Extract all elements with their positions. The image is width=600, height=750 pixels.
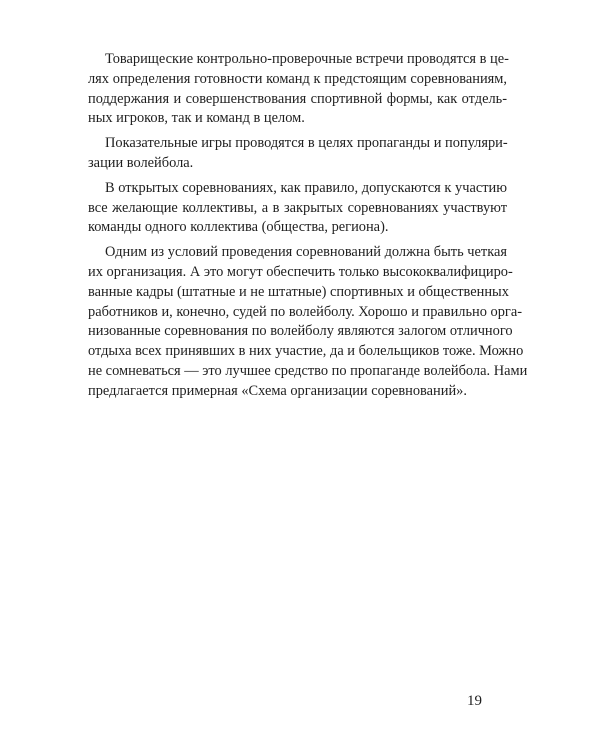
text-line: зации волейбола. — [88, 154, 194, 171]
paragraph-open-closed-competitions — [88, 179, 507, 238]
text-line: низованные соревнования по волейболу являются залогом отличного — [88, 323, 513, 340]
text-line: Товарищеские контрольно-проверочные встречи проводятся в це- — [105, 51, 509, 67]
text-line: лях определения готовности команд к предстоящим соревнованиям, — [88, 70, 507, 87]
text-line: их организация. А это могут обеспечить только высококвалифициро- — [88, 263, 513, 280]
text-line: Показательные игры проводятся в целях пропаганды и популяри- — [105, 135, 508, 152]
paragraph-organization — [88, 243, 528, 401]
paragraph-exhibition-games — [88, 134, 507, 174]
page-number: 19 — [467, 693, 482, 709]
body-text — [88, 50, 528, 402]
text-line: команды одного коллектива (общества, региона). — [88, 219, 389, 236]
text-line: работников и, конечно, судей по волейболу. Хорошо и правильно орга- — [88, 303, 523, 320]
paragraph-friendly-matches — [88, 50, 507, 129]
text-line: все желающие коллективы, а в закрытых соревнованиях участвуют — [88, 199, 507, 216]
text-line: ванные кадры (штатные и не штатные) спортивных и общественных — [88, 283, 509, 300]
text-line: ных игроков, так и команд в целом. — [88, 110, 305, 127]
text-line: Одним из условий проведения соревнований должна быть четкая — [105, 244, 507, 261]
text-line: предлагается примерная «Схема организации соревнований». — [88, 382, 467, 399]
text-line: не сомневаться — это лучшее средство по пропаганде волейбола. Нами — [88, 362, 528, 379]
text-line: отдыха всех принявших в них участие, да и болельщиков тоже. Можно — [88, 343, 524, 360]
text-line: В открытых соревнованиях, как правило, допускаются к участию — [105, 179, 507, 196]
text-line: поддержания и совершенствования спортивной формы, как отдель- — [88, 90, 507, 107]
